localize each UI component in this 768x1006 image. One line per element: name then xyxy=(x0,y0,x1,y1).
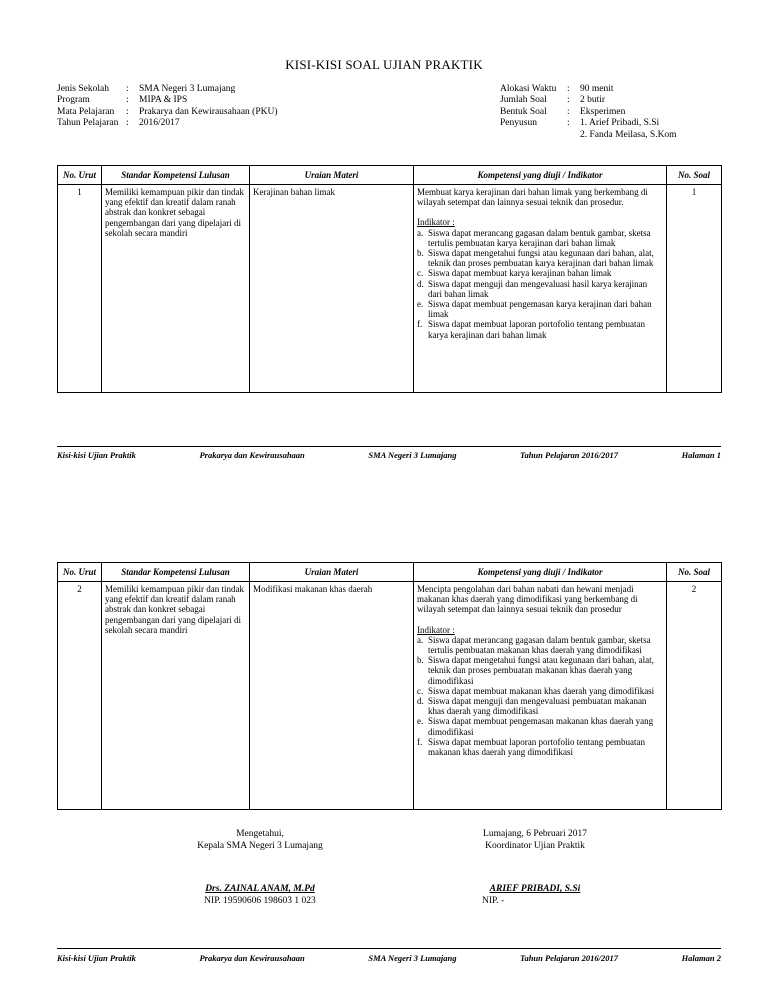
info-separator xyxy=(567,130,580,141)
header-no-urut: No. Urut xyxy=(58,166,102,185)
info-row xyxy=(500,95,677,106)
info-separator: : xyxy=(126,84,129,94)
info-label: Jumlah Soal xyxy=(500,95,547,106)
signature-line2: Kepala SMA Negeri 3 Lumajang xyxy=(197,840,323,851)
header-kompetensi: Kompetensi yang diuji / Indikator xyxy=(414,563,667,582)
info-value: Eksperimen xyxy=(580,106,626,117)
info-row xyxy=(500,130,677,141)
document-title: KISI-KISI SOAL UJIAN PRAKTIK xyxy=(285,57,483,72)
cell-materi: Modifikasi makanan khas daerah xyxy=(250,582,414,810)
cell-skl: Memiliki kemampuan pikir dan tindak yang efektif dan kreatif dalam ranah abstrak dan konkret sebagai pengembangan dari yang dipelajari di sekolah secara mandiri xyxy=(102,185,250,393)
info-label: Tahun Pelajaran xyxy=(57,118,119,129)
footer-page: Halaman 2 xyxy=(681,953,721,963)
footer-subject: Prakarya dan Kewirausahaan xyxy=(199,450,305,460)
info-separator: : xyxy=(567,118,570,129)
footer-subject: Prakarya dan Kewirausahaan xyxy=(199,953,305,963)
signature-line1: Mengetahui, xyxy=(236,829,284,839)
indikator-key: c. xyxy=(417,685,424,696)
info-left xyxy=(57,84,278,130)
indikator-item xyxy=(417,686,663,696)
footer-divider xyxy=(57,948,721,949)
signature-line1: Lumajang, 6 Pebruari 2017 xyxy=(483,829,587,839)
header-uraian-materi: Uraian Materi xyxy=(250,166,414,185)
indikator-item xyxy=(417,716,663,736)
info-row xyxy=(500,118,677,129)
info-label: Jenis Sekolah xyxy=(57,84,109,94)
header-skl: Standar Kompetensi Lulusan xyxy=(102,563,250,582)
cell-materi: Kerajinan bahan limak xyxy=(250,185,414,393)
indikator-key: e. xyxy=(417,716,424,727)
indikator-text: Siswa dapat membuat pengemasan karya kerajinan dari bahan limak xyxy=(428,299,652,320)
table-header-row xyxy=(58,563,722,582)
info-value: SMA Negeri 3 Lumajang xyxy=(139,84,236,94)
indikator-key: f. xyxy=(417,319,423,330)
cell-skl: Memiliki kemampuan pikir dan tindak yang efektif dan kreatif dalam ranah abstrak dan konkret sebagai pengembangan dari yang dipelajari di sekolah secara mandiri xyxy=(102,582,250,810)
signature-nip: NIP. - xyxy=(482,895,505,906)
footer-year: Tahun Pelajaran 2016/2017 xyxy=(520,450,618,460)
indikator-item xyxy=(417,635,663,655)
info-label: Mata Pelajaran xyxy=(57,106,115,117)
info-label: Alokasi Waktu xyxy=(500,84,557,94)
indikator-key: a. xyxy=(417,634,424,645)
header-no-soal: No. Soal xyxy=(667,563,722,582)
indikator-item xyxy=(417,268,663,278)
indikator-text: Siswa dapat membuat pengemasan makanan khas daerah yang dimodifikasi xyxy=(428,716,654,737)
indikator-item xyxy=(417,655,663,686)
info-value: MIPA & IPS xyxy=(139,95,188,106)
indikator-item xyxy=(417,228,663,248)
footer-doc: Kisi-kisi Ujian Praktik xyxy=(57,953,136,963)
signature-right xyxy=(435,829,635,907)
indikator-key: b. xyxy=(417,655,424,666)
header-no-soal: No. Soal xyxy=(667,166,722,185)
footer-page: Halaman 1 xyxy=(681,450,721,460)
cell-kompetensi xyxy=(414,582,667,810)
signature-name: ARIEF PRIBADI, S.Si xyxy=(489,884,581,894)
cell-no-soal: 1 xyxy=(667,185,722,393)
signature-line2: Koordinator Ujian Praktik xyxy=(485,840,585,851)
indikator-text: Siswa dapat mengetahui fungsi atau kegunaan dari bahan, alat, teknik dan proses pembuatan makanan khas daerah yang dimodifikasi xyxy=(428,655,654,686)
footer-school: SMA Negeri 3 Lumajang xyxy=(368,953,457,963)
info-separator: : xyxy=(126,106,129,117)
footer-divider xyxy=(57,446,721,447)
info-value: Prakarya dan Kewirausahaan (PKU) xyxy=(139,106,278,117)
indikator-text: Siswa dapat menguji dan mengevaluasi pembuatan makanan khas daerah yang dimodifikasi xyxy=(428,696,647,717)
indikator-item xyxy=(417,248,663,268)
info-value: 2. Fanda Meilasa, S.Kom xyxy=(580,129,677,140)
info-separator: : xyxy=(126,95,129,106)
indikator-title: Indikator : xyxy=(417,217,455,228)
info-separator: : xyxy=(567,106,570,117)
kompetensi-text: Mencipta pengolahan dari bahan nabati dan hewani menjadi makanan khas daerah yang dimodifikasi yang berkembang di wilayah setempat dan lainnya sesuai teknik dan prosedur xyxy=(417,584,638,615)
info-value: 1. Arief Pribadi, S.Si xyxy=(580,118,660,129)
info-value: 2016/2017 xyxy=(139,118,180,129)
indikator-text: Siswa dapat membuat karya kerajinan bahan limak xyxy=(428,268,612,279)
indikator-item xyxy=(417,299,663,319)
info-row xyxy=(500,107,677,118)
indikator-text: Siswa dapat merancang gagasan dalam bentuk gambar, sketsa tertulis pembuatan karya kerajinan dari bahan limak xyxy=(428,227,651,248)
indikator-key: d. xyxy=(417,278,424,289)
signature-nip: NIP. 19590606 198603 1 023 xyxy=(204,895,316,906)
indikator-key: f. xyxy=(417,736,423,747)
header-kompetensi: Kompetensi yang diuji / Indikator xyxy=(414,166,667,185)
header-skl: Standar Kompetensi Lulusan xyxy=(102,166,250,185)
info-label: Bentuk Soal xyxy=(500,106,547,117)
indikator-key: a. xyxy=(417,227,424,238)
info-right xyxy=(500,84,677,141)
indikator-text: Siswa dapat mengetahui fungsi atau kegunaan dari bahan, alat, teknik dan proses pembuatan karya kerajinan dari bahan limak xyxy=(428,248,654,269)
indikator-item xyxy=(417,737,663,757)
info-row xyxy=(57,95,278,106)
page-footer-2 xyxy=(57,953,721,963)
header-no-urut: No. Urut xyxy=(58,563,102,582)
signature-name: Drs. ZAINAL ANAM, M.Pd xyxy=(205,884,315,894)
kisi-kisi-table-1 xyxy=(57,165,722,393)
indikator-title: Indikator : xyxy=(417,624,455,635)
cell-no-soal: 2 xyxy=(667,582,722,810)
indikator-item xyxy=(417,696,663,716)
info-row xyxy=(500,84,677,95)
info-separator: : xyxy=(567,84,570,94)
kisi-kisi-table-2 xyxy=(57,562,722,810)
footer-year: Tahun Pelajaran 2016/2017 xyxy=(520,953,618,963)
indikator-item xyxy=(417,279,663,299)
table-row xyxy=(58,185,722,393)
signature-left xyxy=(160,829,360,907)
indikator-text: Siswa dapat menguji dan mengevaluasi hasil karya kerajinan dari bahan limak xyxy=(428,278,648,299)
indikator-key: e. xyxy=(417,299,424,310)
indikator-item xyxy=(417,319,663,339)
page-footer-1 xyxy=(57,450,721,460)
footer-doc: Kisi-kisi Ujian Praktik xyxy=(57,450,136,460)
cell-no-urut: 2 xyxy=(58,582,102,810)
indikator-key: b. xyxy=(417,248,424,259)
table-row xyxy=(58,582,722,810)
info-separator: : xyxy=(567,95,570,106)
cell-no-urut: 1 xyxy=(58,185,102,393)
indikator-text: Siswa dapat membuat laporan portofolio tentang pembuatan makanan khas daerah yang dimodifikasi xyxy=(428,736,645,758)
info-label: Penyusun xyxy=(500,118,537,129)
info-row xyxy=(57,118,278,129)
indikator-key: c. xyxy=(417,268,424,279)
indikator-text: Siswa dapat membuat laporan portofolio tentang pembuatan karya kerajinan dari bahan limak xyxy=(428,319,645,340)
info-label: Program xyxy=(57,95,90,106)
header-uraian-materi: Uraian Materi xyxy=(250,563,414,582)
info-row xyxy=(57,107,278,118)
indikator-text: Siswa dapat membuat makanan khas daerah yang dimodifikasi xyxy=(428,685,655,696)
footer-school: SMA Negeri 3 Lumajang xyxy=(368,450,457,460)
info-label xyxy=(500,130,567,141)
indikator-text: Siswa dapat merancang gagasan dalam bentuk gambar, sketsa tertulis pembuatan makanan khas daerah yang dimodifikasi xyxy=(428,634,651,656)
cell-kompetensi xyxy=(414,185,667,393)
indikator-key: d. xyxy=(417,696,424,707)
kompetensi-text: Membuat karya kerajinan dari bahan limak yang berkembang di wilayah setempat dan lainnya sesuai teknik dan prosedur. xyxy=(417,187,648,208)
info-value: 90 menit xyxy=(580,84,614,94)
info-separator: : xyxy=(126,118,129,129)
info-row xyxy=(57,84,278,95)
info-value: 2 butir xyxy=(580,95,606,106)
table-header-row xyxy=(58,166,722,185)
